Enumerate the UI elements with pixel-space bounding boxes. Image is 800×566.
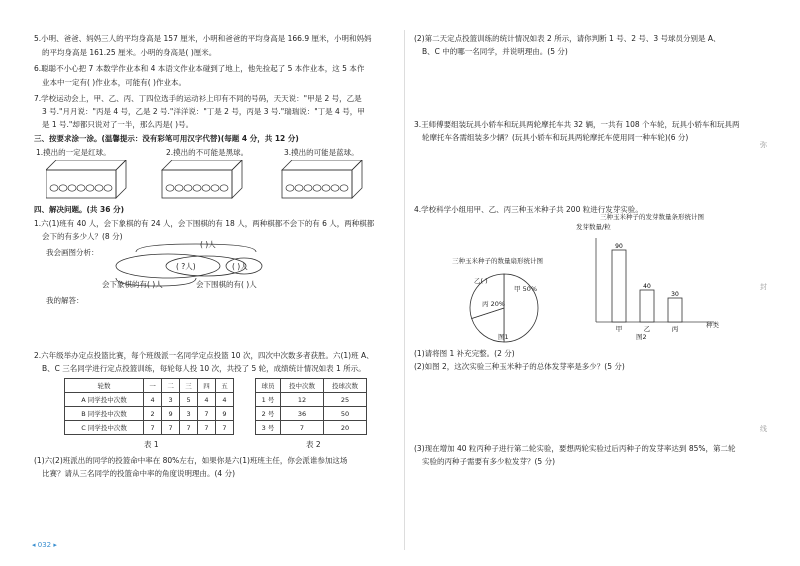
table-row — [256, 407, 367, 421]
ball-2 — [220, 185, 228, 191]
table1-cell: 7 — [144, 421, 162, 435]
bar-丙 — [668, 298, 682, 322]
venn-xiangqi-label: 会下象棋的有( )人 — [102, 280, 163, 289]
r2-line1: (2)第二天定点投篮训练的统计情况如表 2 所示，请你判断 1 号、2 号、3 号球员分别是 A、 — [414, 34, 721, 43]
ball-2 — [166, 185, 174, 191]
q4-sub1: (1)请将图 1 补充完整。(2 分) — [414, 349, 515, 358]
q1-line1: 1.六(1)班有 40 人，会下象棋的有 24 人，会下围棋的有 18 人，两种棋都不会下的有 6 人，两种棋都 — [34, 219, 375, 228]
ball-1 — [68, 185, 76, 191]
q1-draw-label: 我会画图分析： — [46, 248, 99, 257]
bar-category-label: 乙 — [643, 325, 651, 333]
q2-line2: B、C 三名同学进行定点投篮训练，每轮每人投 10 次，共投了 5 轮，成绩统计情况如表 1 所示。 — [42, 364, 366, 373]
table1-cell: 7 — [198, 407, 216, 421]
ball-2 — [175, 185, 183, 191]
table-row — [256, 421, 367, 435]
table1-cell: 4 — [215, 393, 233, 407]
triangle-left-icon: ◂ — [32, 541, 38, 549]
ball-1 — [86, 185, 94, 191]
table1-cell: 7 — [180, 421, 198, 435]
page-number — [32, 541, 57, 549]
ball-1 — [50, 185, 58, 191]
q7-line3: 是 1 号."却都只说对了一半，那么丙是( )号。 — [42, 120, 194, 129]
bar-category-label: 甲 — [615, 325, 623, 333]
side-mark-c: 线 — [760, 425, 767, 433]
table2-cell: 投球次数 — [323, 379, 366, 393]
table1-cell: 2 — [144, 407, 162, 421]
table1-cell: 7 — [215, 421, 233, 435]
table1-cell: 三 — [180, 379, 198, 393]
table1-caption: 表 1 — [144, 440, 159, 449]
ball-box-1 — [46, 160, 126, 198]
q6-line2: 业本中一定有( )作业本，可能有( )作业本。 — [42, 78, 186, 87]
figure2-caption: 图2 — [636, 333, 647, 341]
table2-cell: 36 — [280, 407, 323, 421]
table2-cell: 7 — [280, 421, 323, 435]
q2-sub1-line2: 比赛？请从三名同学的投篮命中率的角度说明理由。(4 分) — [42, 469, 236, 478]
table1-cell: 一 — [144, 379, 162, 393]
table1-header — [65, 379, 234, 393]
figure1-caption: 图1 — [498, 333, 509, 341]
table2-caption: 表 2 — [306, 440, 321, 449]
table2-cell: 2 号 — [256, 407, 281, 421]
section4-heading: 四、解决问题。(共 36 分) — [34, 205, 125, 214]
bar-category-label: 丙 — [671, 325, 679, 333]
bar-value-label: 90 — [615, 243, 623, 250]
table2-cell: 25 — [323, 393, 366, 407]
table-row — [65, 407, 234, 421]
q6-line1: 6.聪聪不小心把 7 本数学作业本和 4 本语文作业本碰到了地上，他先捡起了 5 本作业本，这 5 本作 — [34, 64, 365, 73]
q4-sub2: (2)如图 2，这次实验三种玉米种子的总体发芽率是多少？(5 分) — [414, 362, 625, 371]
q2-sub1-line1: (1)六(2)班派出的同学的投篮命中率在 80%左右，如果你是六(1)班班主任，你会派谁参加这场 — [34, 456, 348, 465]
table1-cell: 9 — [215, 407, 233, 421]
ball-box-2 — [162, 160, 242, 198]
q1-solve-label: 我的解答： — [46, 296, 84, 305]
sec3-item-a: 1.摸出的一定是红球。 — [36, 148, 111, 157]
table2-cell: 1 号 — [256, 393, 281, 407]
q3-line1: 3.王师傅要组装玩具小轿车和玩具两轮摩托车共 32 辆，一共有 108 个车轮，玩具小轿车和玩具两 — [414, 120, 740, 129]
ball-3 — [340, 185, 348, 191]
ball-2 — [211, 185, 219, 191]
ball-2 — [184, 185, 192, 191]
ball-1 — [59, 185, 67, 191]
ball-boxes — [46, 160, 376, 205]
q2-line1: 2.六年级举办定点投篮比赛，每个班级派一名同学定点投篮 10 次，四次中次数多者获胜。六(1)班 A、 — [34, 351, 374, 360]
bar-value-label: 30 — [671, 291, 679, 298]
q5-line1: 5.小明、爸爸、妈妈三人的平均身高是 157 厘米，小明和爸爸的平均身高是 166.9 厘米，小明和妈妈 — [34, 34, 372, 43]
ball-box-3 — [282, 160, 362, 198]
triangle-right-icon: ▸ — [51, 541, 57, 549]
q4-line: 4.学校科学小组用甲、乙、丙三种玉米种子共 200 粒进行发芽实验。 — [414, 205, 643, 214]
q3-line2: 轮摩托车各需组装多少辆？(玩具小轿车和玩具两轮摩托车使用同一种车轮)(6 分) — [422, 133, 689, 142]
ball-1 — [104, 185, 112, 191]
table2-cell: 20 — [323, 421, 366, 435]
table1-cell: C 同学投中次数 — [65, 421, 144, 435]
table1-cell: 9 — [162, 407, 180, 421]
table1-cell: 五 — [215, 379, 233, 393]
pie-label-yi: 乙( ) — [474, 277, 488, 285]
side-mark-b: 封 — [760, 283, 767, 291]
ball-1 — [77, 185, 85, 191]
ball-3 — [331, 185, 339, 191]
q7-line1: 7.学校运动会上，甲、乙、丙、丁四位选手的运动衫上印有不同的号码，天天说："甲是 2 号，乙是 — [34, 94, 362, 103]
table2-cell: 3 号 — [256, 421, 281, 435]
table1-cell: 7 — [162, 421, 180, 435]
q4-sub3-line2: 实验的丙种子需要有多少粒发芽？(5 分) — [422, 457, 556, 466]
table1-cell: B 同学投中次数 — [65, 407, 144, 421]
table2-cell: 50 — [323, 407, 366, 421]
ball-1 — [95, 185, 103, 191]
table2-cell: 球员 — [256, 379, 281, 393]
table-row — [256, 393, 367, 407]
table1-cell: A 同学投中次数 — [65, 393, 144, 407]
ball-3 — [304, 185, 312, 191]
column-divider — [404, 30, 405, 550]
table-row — [65, 393, 234, 407]
bar-ylabel: 发芽数量/粒 — [576, 223, 611, 231]
q7-line2: 3 号."月月说："丙是 4 号，乙是 2 号."洋洋说："丁是 2 号，丙是 3 号."瑞瑞说："丁是 4 号，甲 — [42, 107, 365, 116]
bar-title: 三种玉米种子的发芽数量条形统计图 — [600, 213, 704, 221]
side-mark-a: 弥 — [760, 141, 767, 149]
venn-right-label: ( )人 — [232, 262, 248, 271]
table1-cell: 四 — [198, 379, 216, 393]
q4-sub3-line1: (3)现在增加 40 粒丙种子进行第二轮实验，要想两轮实验过后丙种子的发芽率达到 85%，第二轮 — [414, 444, 736, 453]
table-row — [65, 421, 234, 435]
table1-cell: 7 — [198, 421, 216, 435]
sec3-item-c: 3.摸出的可能是蓝球。 — [284, 148, 359, 157]
table2-cell: 12 — [280, 393, 323, 407]
r2-line2: B、C 中的哪一名同学，并说明理由。(5 分) — [422, 47, 568, 56]
ball-3 — [322, 185, 330, 191]
table1-cell: 5 — [180, 393, 198, 407]
table2 — [255, 378, 367, 435]
pie-label-jia: 甲 50% — [514, 285, 538, 293]
ball-3 — [286, 185, 294, 191]
ball-3 — [313, 185, 321, 191]
ball-3 — [295, 185, 303, 191]
table1-cell: 4 — [144, 393, 162, 407]
bar-乙 — [640, 290, 654, 322]
page-number-text: 032 — [37, 541, 52, 549]
table1-cell: 3 — [180, 407, 198, 421]
table1 — [64, 378, 234, 435]
table1-cell: 4 — [198, 393, 216, 407]
pie-label-bing: 丙 20% — [482, 300, 506, 308]
pie-title: 三种玉米种子的数量扇形统计图 — [452, 257, 543, 265]
table1-cell: 3 — [162, 393, 180, 407]
sec3-item-b: 2.摸出的不可能是黑球。 — [166, 148, 249, 157]
venn-weiqi-label: 会下围棋的有( )人 — [196, 280, 257, 289]
venn-top-label: ( )人 — [200, 240, 216, 249]
bar-xlabel: 种类 — [706, 321, 719, 329]
q5-line2: 的平均身高是 161.25 厘米。小明的身高是( )厘米。 — [42, 48, 217, 57]
ball-2 — [193, 185, 201, 191]
table2-cell: 投中次数 — [280, 379, 323, 393]
table1-cell: 轮数 — [65, 379, 144, 393]
venn-inner-label: ( ?人) — [176, 262, 196, 271]
q1-line2: 会下的有多少人？(8 分) — [42, 232, 123, 241]
ball-2 — [202, 185, 210, 191]
table1-cell: 二 — [162, 379, 180, 393]
bar-value-label: 40 — [643, 283, 651, 290]
table2-header — [256, 379, 367, 393]
section3-heading: 三、按要求涂一涂。(温馨提示：没有彩笔可用汉字代替)(每题 4 分，共 12 分) — [34, 134, 299, 143]
bar-甲 — [612, 250, 626, 322]
